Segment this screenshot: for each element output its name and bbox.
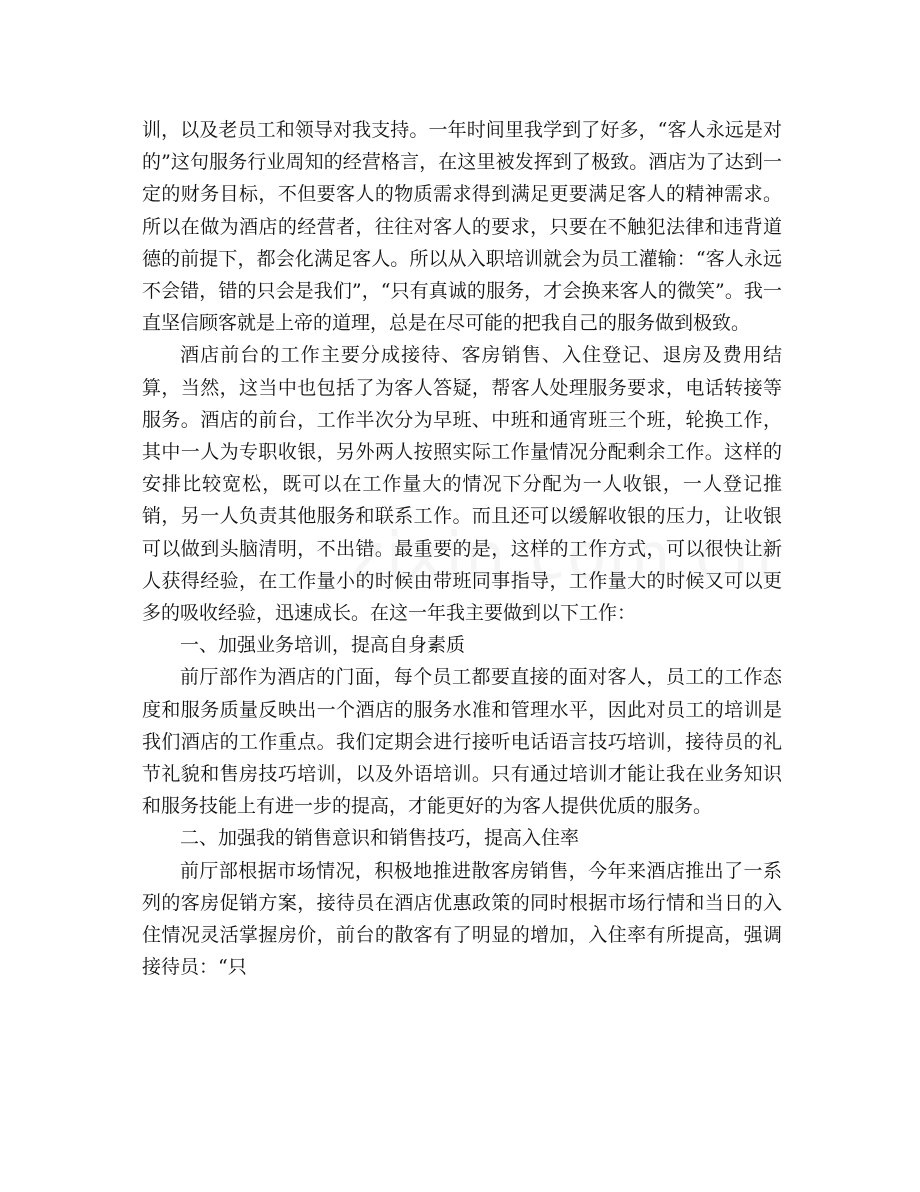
paragraph-training: 前厅部作为酒店的门面，每个员工都要直接的面对客人，员工的工作态度和服务质量反映出一个酒店的服务水准和管理水平，因此对员工的培训是我们酒店的工作重点。我们定期会进行接听电话语言技巧培训，接待员的礼节礼貌和售房技巧培训，以及外语培训。只有通过培训才能让我在业务知识和服务技能上有进一步的提高，才能更好的为客人提供优质的服务。	[142, 666, 782, 818]
paragraph-sales: 前厅部根据市场情况，积极地推进散客房销售，今年来酒店推出了一系列的客房促销方案，接待员在酒店优惠政策的同时根据市场行情和当日的入住情况灵活掌握房价，前台的散客有了明显的增加，入住率有所提高，强调接待员：“只	[142, 859, 782, 979]
document-body	[142, 114, 782, 983]
paragraph-front-desk-work: 酒店前台的工作主要分成接待、客房销售、入住登记、退房及费用结算，当然，这当中也包括了为客人答疑，帮客人处理服务要求，电话转接等服务。酒店的前台，工作半次分为早班、中班和通宵班三个班，轮换工作，其中一人为专职收银，另外两人按照实际工作量情况分配剩余工作。这样的安排比较宽松，既可以在工作量大的情况下分配为一人收银，一人登记推销，另一人负责其他服务和联系工作。而且还可以缓解收银的压力，让收银可以做到头脑清明，不出错。最重要的是，这样的工作方式，可以很快让新人获得经验，在工作量小的时候由带班同事指导，工作量大的时候又可以更多的吸收经验，迅速成长。在这一年我主要做到以下工作：	[142, 344, 782, 625]
paragraph-continuation: 训，以及老员工和领导对我支持。一年时间里我学到了好多，“客人永远是对的”这句服务行业周知的经营格言，在这里被发挥到了极致。酒店为了达到一定的财务目标，不但要客人的物质需求得到满足更要满足客人的精神需求。所以在做为酒店的经营者，往往对客人的要求，只要在不触犯法律和违背道德的前提下，都会化满足客人。所以从入职培训就会为员工灌输：“客人永远不会错，错的只会是我们”，“只有真诚的服务，才会换来客人的微笑”。我一直坚信顾客就是上帝的道理，总是在尽可能的把我自己的服务做到极致。	[142, 119, 782, 335]
section-heading-training: 一、加强业务培训，提高自身素质	[180, 634, 466, 657]
section-heading-sales: 二、加强我的销售意识和销售技巧，提高入住率	[180, 827, 580, 850]
